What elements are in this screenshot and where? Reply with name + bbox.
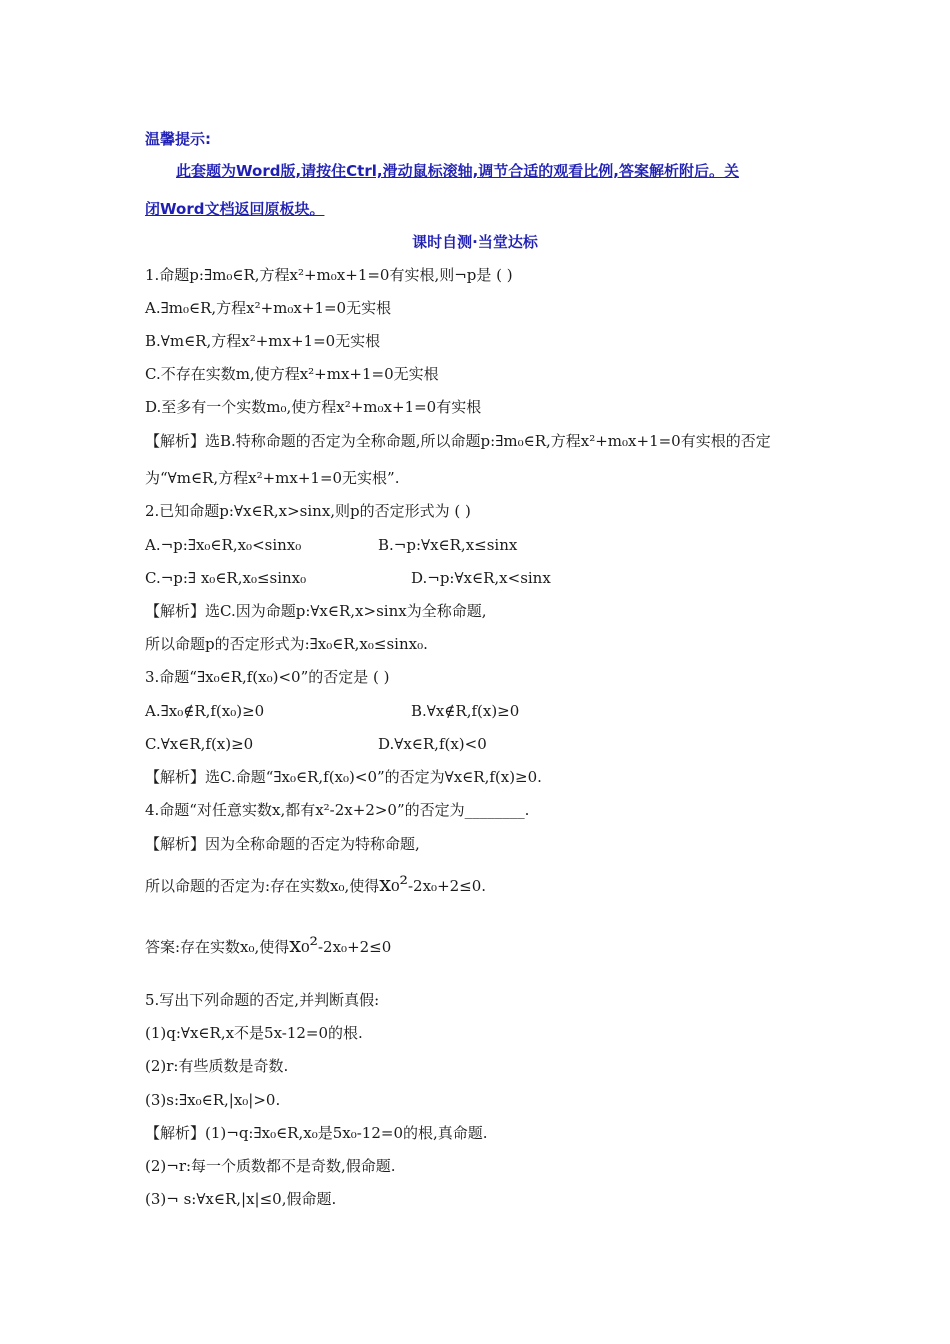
q4-solution-formula: x₀² bbox=[379, 872, 408, 896]
q3-option-a: A.∃x₀∉R,f(x₀)≥0 bbox=[145, 702, 265, 720]
q4-solution-text: 所以命题的否定为:存在实数x₀,使得 bbox=[145, 877, 380, 895]
q1-solution-line-1: 【解析】选B.特称命题的否定为全称命题,所以命题p:∃m₀∈R,方程x²+m₀x+1=0有实根的否定 bbox=[145, 432, 771, 450]
q1-option-b: B.∀m∈R,方程x²+mx+1=0无实根 bbox=[145, 332, 381, 350]
q4-solution-line-1: 【解析】因为全称命题的否定为特称命题, bbox=[145, 835, 420, 853]
q5-solution-line-3: (3)¬ s:∀x∈R,|x|≤0,假命题. bbox=[145, 1190, 337, 1208]
tip-link-line-2[interactable]: 闭Word文档返回原板块。 bbox=[145, 200, 325, 218]
q2-stem: 2.已知命题p:∀x∈R,x>sinx,则p的否定形式为 ( ) bbox=[145, 502, 471, 520]
q5-solution-line-1: 【解析】(1)¬q:∃x₀∈R,x₀是5x₀-12=0的根,真命题. bbox=[145, 1124, 488, 1142]
q1-option-a: A.∃m₀∈R,方程x²+m₀x+1=0无实根 bbox=[145, 299, 392, 317]
q2-solution-line-1: 【解析】选C.因为命题p:∀x∈R,x>sinx为全称命题, bbox=[145, 602, 487, 620]
q3-option-b: B.∀x∉R,f(x)≥0 bbox=[411, 702, 520, 720]
q4-solution-tail: -2x₀+2≤0. bbox=[407, 877, 487, 895]
q4-answer bbox=[145, 935, 391, 957]
section-title: 课时自测·当堂达标 bbox=[412, 233, 538, 251]
q5-stem: 5.写出下列命题的否定,并判断真假: bbox=[145, 991, 380, 1009]
q2-option-d: D.¬p:∀x∈R,x<sinx bbox=[411, 569, 551, 587]
q1-solution-line-2: 为“∀m∈R,方程x²+mx+1=0无实根”. bbox=[145, 469, 400, 487]
q2-solution-line-2: 所以命题p的否定形式为:∃x₀∈R,x₀≤sinx₀. bbox=[145, 635, 428, 653]
q4-answer-tail: -2x₀+2≤0 bbox=[317, 938, 392, 956]
tip-title: 温馨提示: bbox=[145, 130, 211, 148]
tip-link-line-1[interactable]: 此套题为Word版,请按住Ctrl,滑动鼠标滚轴,调节合适的观看比例,答案解析附后。关 bbox=[176, 162, 739, 180]
q3-option-d: D.∀x∈R,f(x)<0 bbox=[378, 735, 487, 753]
q5-item-1: (1)q:∀x∈R,x不是5x-12=0的根. bbox=[145, 1024, 363, 1042]
q1-option-c: C.不存在实数m,使方程x²+mx+1=0无实根 bbox=[145, 365, 439, 383]
q5-item-3: (3)s:∃x₀∈R,|x₀|>0. bbox=[145, 1091, 281, 1109]
q5-item-2: (2)r:有些质数是奇数. bbox=[145, 1057, 289, 1075]
q3-solution: 【解析】选C.命题“∃x₀∈R,f(x₀)<0”的否定为∀x∈R,f(x)≥0. bbox=[145, 768, 542, 786]
q2-option-b: B.¬p:∀x∈R,x≤sinx bbox=[378, 536, 518, 554]
q4-answer-formula: x₀² bbox=[289, 933, 318, 957]
q2-option-a: A.¬p:∃x₀∈R,x₀<sinx₀ bbox=[145, 536, 302, 554]
q4-solution-line-2 bbox=[145, 874, 486, 896]
q3-option-c: C.∀x∈R,f(x)≥0 bbox=[145, 735, 254, 753]
q3-stem: 3.命题“∃x₀∈R,f(x₀)<0”的否定是 ( ) bbox=[145, 668, 390, 686]
q4-answer-text: 答案:存在实数x₀,使得 bbox=[145, 938, 290, 956]
q5-solution-line-2: (2)¬r:每一个质数都不是奇数,假命题. bbox=[145, 1157, 396, 1175]
q4-stem: 4.命题“对任意实数x,都有x²-2x+2>0”的否定为________. bbox=[145, 801, 530, 819]
q2-option-c: C.¬p:∃ x₀∈R,x₀≤sinx₀ bbox=[145, 569, 307, 587]
q1-stem: 1.命题p:∃m₀∈R,方程x²+m₀x+1=0有实根,则¬p是 ( ) bbox=[145, 266, 513, 284]
q1-option-d: D.至多有一个实数m₀,使方程x²+m₀x+1=0有实根 bbox=[145, 398, 482, 416]
